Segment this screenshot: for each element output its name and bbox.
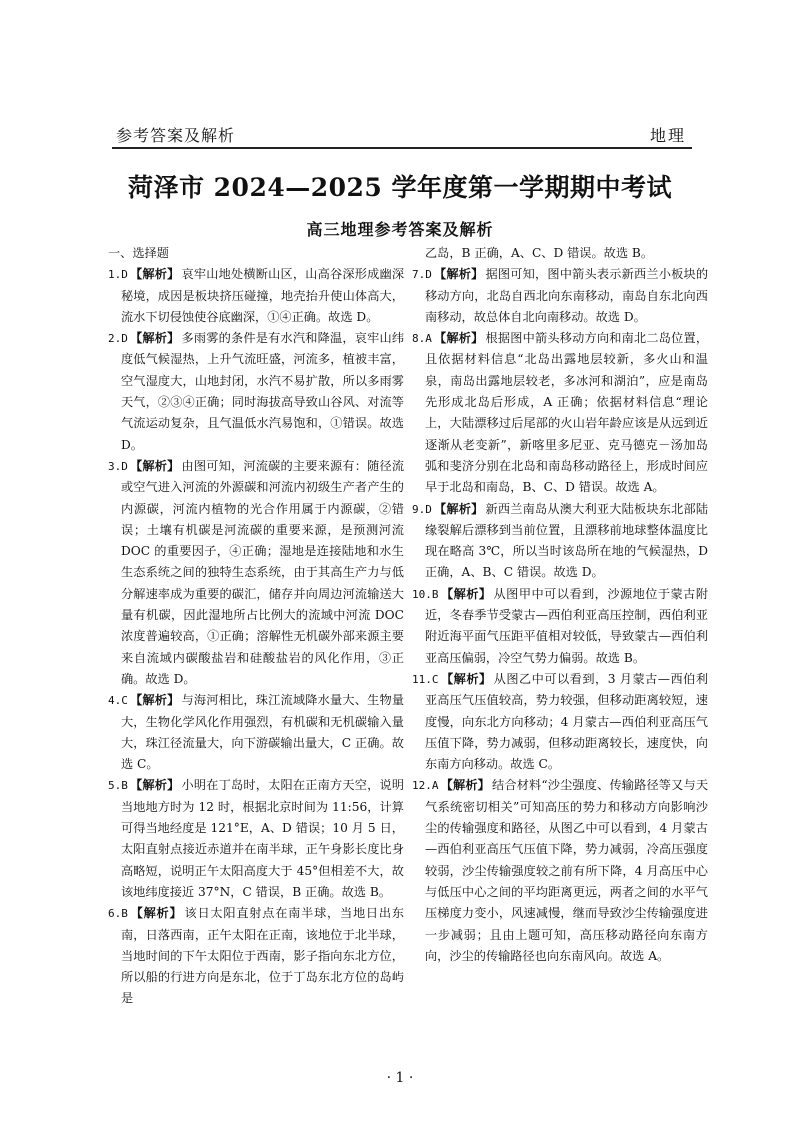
question-analysis: 哀牢山地处横断山区，山高谷深形成幽深秘境，成因是板块挤压碰撞，地壳抬升使山体高大，流水下切侵蚀使谷底幽深，①④正确。故选 D。 [121, 267, 405, 324]
analysis-tag: 【解析】 [129, 267, 180, 282]
question-analysis: 根据图中箭头移动方向和南北二岛位置，且依据材料信息“北岛出露地层较新，多火山和温泉，南岛出露地层较老，多冰河和湖泊”，应是南岛先形成北岛后形成，A 正确；依据材料信息“理论上，大陆漂移过后尾部的火山岩年龄应该是从远到近逐渐从老变新”，新喀里多尼亚、克马德克－汤加岛弧和斐济分别在北岛和南岛移动路径上，形成时间应早于北岛和南岛，B、C、D 错误。故选 A。 [425, 331, 709, 495]
analysis-tag: 【解析】 [440, 671, 492, 686]
question-number: 6.B [108, 907, 128, 921]
right-column [412, 243, 708, 967]
analysis-tag: 【解析】 [440, 778, 491, 793]
exam-subtitle: 高三地理参考答案及解析 [306, 220, 494, 239]
question-7 [412, 264, 708, 328]
question-analysis: 新西兰南岛从澳大利亚大陆板块东北部陆缘裂解后漂移到当前位置，且漂移前地球整体温度比现在略高 3℃，所以当时该岛所在地的气候湿热，D 正确，A、B、C 错误。故选 D。 [425, 501, 709, 580]
question-4 [108, 690, 404, 775]
analysis-tag: 【解析】 [129, 458, 180, 473]
question-9 [412, 499, 708, 584]
question-number: 12.A [412, 779, 439, 793]
question-number: 4.C [108, 694, 128, 708]
question-5 [108, 775, 404, 903]
header-subject: 地理 [649, 126, 686, 145]
left-column [108, 243, 404, 1010]
question-1 [108, 264, 404, 328]
question-2 [108, 328, 404, 456]
page-header [112, 118, 692, 148]
question-number: 11.C [412, 672, 439, 686]
question-analysis: 与海河相比，珠江流域降水量大、生物量大，生物化学风化作用强烈，有机碳和无机碳输入量大，珠江径流量大，向下游碳输出量大，C 正确。故选 C。 [121, 693, 405, 772]
question-10 [412, 584, 708, 669]
question-6 [108, 903, 404, 1009]
analysis-tag: 【解析】 [129, 906, 183, 921]
question-8 [412, 328, 708, 498]
question-6-continued: 乙岛，B 正确，A、C、D 错误。故选 B。 [425, 246, 654, 260]
analysis-tag: 【解析】 [433, 267, 484, 282]
page-number: · 1 · [386, 1070, 414, 1086]
question-number: 3.D [108, 459, 128, 473]
question-11 [412, 669, 708, 775]
analysis-tag: 【解析】 [129, 331, 180, 346]
analysis-tag: 【解析】 [433, 501, 484, 516]
question-12 [412, 775, 708, 967]
question-3 [108, 456, 404, 690]
question-number: 7.D [412, 268, 432, 282]
exam-title: 菏泽市 2024—2025 学年度第一学期期中考试 [127, 173, 673, 202]
question-analysis: 该日太阳直射点在南半球，当地日出东南，日落西南，正午太阳在正南，该地位于北半球，当地时间的下午太阳位于西南，影子指向东北方位，所以船的行进方向是东北，位于丁岛东北方位的岛屿是 [121, 906, 405, 1006]
question-analysis: 据图可知，图中箭头表示新西兰小板块的移动方向，北岛自西北向东南移动，南岛自东北向西南移动，故总体自北向南移动。故选 D。 [425, 267, 709, 324]
question-analysis: 小明在丁岛时，太阳在正南方天空，说明当地地方时为 12 时，根据北京时间为 11:56，计算可得当地经度是 121°E，A、D 错误；10 月 5 日，太阳直射点接近赤道并在南半球，正午身影长度比身高略短，说明正午太阳高度大于 45°但相差不大，故该地纬度接近 37°N，C 错误，B 正确。故选 B。 [121, 778, 405, 899]
question-analysis: 从图乙中可以看到，3 月蒙古—西伯利亚高压气压值较高，势力较强，但移动距离较短，速度慢，向东北方向移动；4 月蒙古—西伯利亚高压气压值下降，势力减弱，但移动距离较长，速度快，向东南方向移动。故选 C。 [425, 671, 709, 772]
question-number: 8.A [412, 332, 432, 346]
question-number: 9.D [412, 502, 432, 516]
header-doc-type: 参考答案及解析 [116, 126, 236, 145]
analysis-tag: 【解析】 [440, 586, 492, 601]
question-analysis: 从图甲中可以看到，沙源地位于蒙古附近，冬春季节受蒙古—西伯利亚高压控制，西伯利亚附近海平面气压距平值相对较低，导致蒙古—西伯利亚高压偏弱，冷空气势力偏弱。故选 B。 [425, 586, 709, 665]
analysis-tag: 【解析】 [433, 331, 484, 346]
question-number: 2.D [108, 332, 128, 346]
section-heading: 一、选择题 [108, 246, 169, 260]
question-analysis: 由图可知，河流碳的主要来源有：随径流或空气进入河流的外源碳和河流内初级生产者产生的内源碳，河流内植物的光合作用属于内源碳，②错误；土壤有机碳是河流碳的重要来源，是预测河流 DOC 的重要因子，④正确；湿地是连接陆地和水生生态系统之间的独特生态系统，由于其高生产力与低分解速率成为重要的碳汇，储存并向周边河流输送大量有机碳，因此湿地所占比例大的流域中河流 DOC 浓度普遍较高，①正确；溶解性无机碳外部来源主要来自流域内碳酸盐岩和硅酸盐岩的风化作用，③正确。故选 D。 [121, 458, 405, 686]
question-number: 5.B [108, 779, 128, 793]
analysis-tag: 【解析】 [129, 778, 180, 793]
question-number: 1.D [108, 268, 128, 282]
question-number: 10.B [412, 587, 439, 601]
question-analysis: 结合材料“沙尘强度、传输路径等又与天气系统密切相关”可知高压的势力和移动方向影响沙尘的传输强度和路径，从图乙中可以看到，4 月蒙古—西伯利亚高压气压值下降，势力减弱，冷高压强度较弱，沙尘传输强度较之前有所下降，4 月高压中心与低压中心之间的平均距离更远，两者之间的水平气压梯度力变小，风速减慢，继而导致沙尘传输强度进一步减弱；且由上题可知，高压移动路径向东南方向，沙尘的传输路径也向东南风向。故选 A。 [425, 778, 709, 963]
question-analysis: 多雨雾的条件是有水汽和降温，哀牢山纬度低气候湿热，上升气流旺盛，河流多，植被丰富，空气湿度大，山地封闭，水汽不易扩散，所以多雨雾天气，②③④正确；同时海拔高导致山谷风、对流等气流运动复杂，且气温低水汽易饱和，①错误。故选 D。 [121, 331, 405, 452]
header-rule [112, 147, 692, 149]
analysis-tag: 【解析】 [129, 693, 180, 708]
